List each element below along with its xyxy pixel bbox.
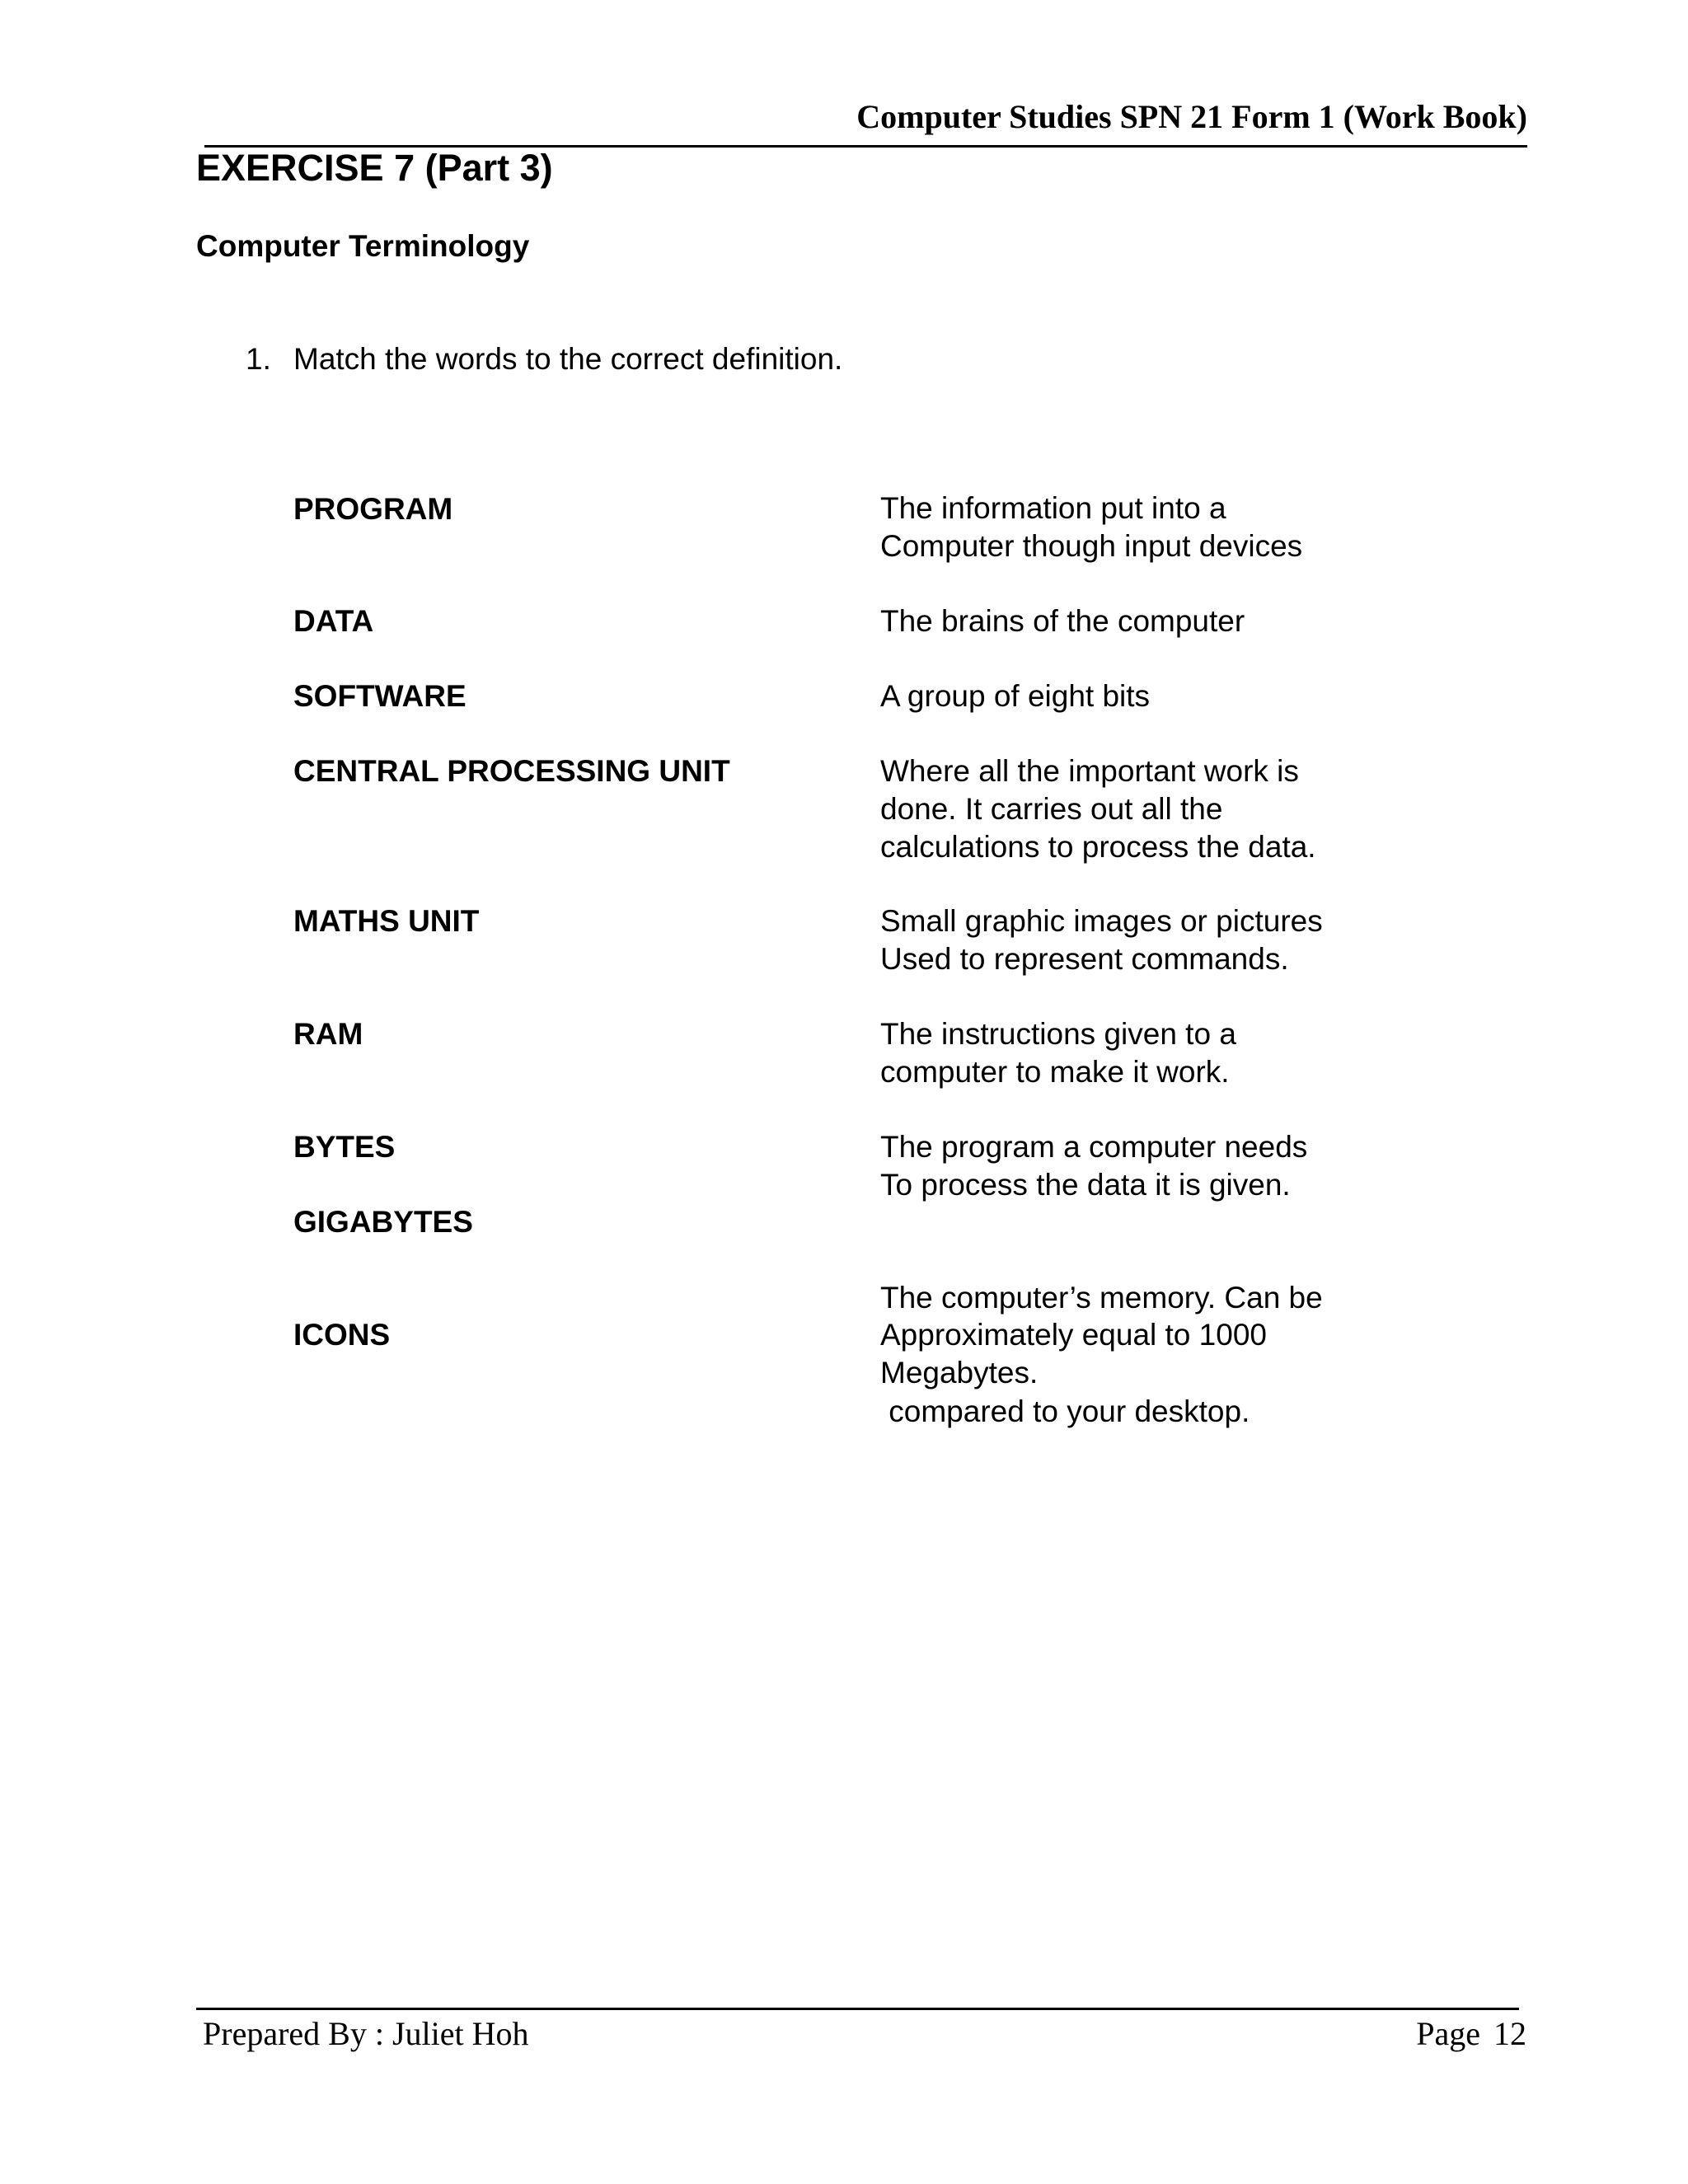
term-program: PROGRAM [293, 492, 453, 526]
definition-line: done. It carries out all the [880, 792, 1223, 826]
definition-line: Where all the important work is [880, 754, 1299, 788]
definition-line: The information put into a [880, 491, 1226, 525]
definition-line: computer to make it work. [880, 1055, 1230, 1089]
footer-rule [196, 2008, 1519, 2010]
definition-line: To process the data it is given. [880, 1168, 1291, 1202]
term-bytes: BYTES [293, 1130, 396, 1164]
definition-line: A group of eight bits [880, 679, 1151, 713]
page-number: Page 12 [1416, 2015, 1526, 2052]
definition-line: The instructions given to a [880, 1017, 1236, 1051]
definition-line: Approximately equal to 1000 [880, 1318, 1267, 1352]
definition-4 [880, 752, 1316, 866]
question-text: Match the words to the correct definition. [293, 342, 843, 376]
definition-line: The computer’s memory. Can be [880, 1281, 1323, 1315]
definition-9 [880, 1316, 1267, 1392]
term-icons: ICONS [293, 1318, 391, 1352]
definition-line: Small graphic images or pictures [880, 904, 1323, 938]
term-maths-unit: MATHS UNIT [293, 904, 480, 938]
term-software: SOFTWARE [293, 679, 467, 713]
definition-7 [880, 1128, 1307, 1204]
term-data: DATA [293, 604, 374, 638]
definition-1 [880, 490, 1302, 565]
question-number: 1. [246, 342, 271, 376]
term-cpu: CENTRAL PROCESSING UNIT [293, 754, 730, 788]
section-subtitle: Computer Terminology [196, 229, 530, 263]
definition-line: The brains of the computer [880, 604, 1245, 638]
exercise-title: EXERCISE 7 (Part 3) [196, 147, 553, 189]
header-title: Computer Studies SPN 21 Form 1 (Work Book) [856, 98, 1527, 135]
definition-line: calculations to process the data. [880, 830, 1316, 864]
term-gigabytes: GIGABYTES [293, 1205, 473, 1239]
footer-author: Prepared By : Juliet Hoh [203, 2015, 529, 2052]
term-ram: RAM [293, 1017, 363, 1051]
definition-line: Used to represent commands. [880, 942, 1289, 976]
definition-line: Computer though input devices [880, 529, 1303, 563]
definition-6 [880, 1015, 1236, 1091]
definition-line: Megabytes. [880, 1356, 1039, 1390]
definition-5 [880, 902, 1323, 978]
definition-3 [880, 677, 1150, 715]
definition-2 [880, 602, 1245, 640]
definition-line: compared to your desktop. [880, 1394, 1250, 1428]
definition-line: The program a computer needs [880, 1130, 1308, 1164]
